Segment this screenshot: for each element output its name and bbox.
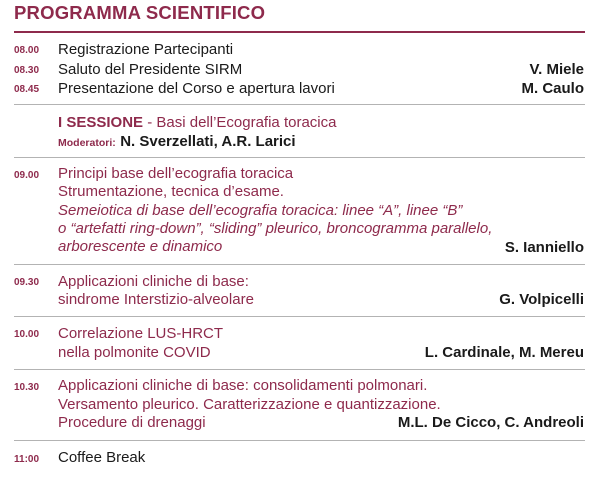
talk-line: Strumentazione, tecnica d’esame.: [58, 183, 284, 200]
talk-line: Procedure di drenaggi: [58, 414, 206, 431]
talk-line: Applicazioni cliniche di base: consolidamenti polmonari.: [58, 377, 428, 394]
speaker-name: L. Cardinale, M. Mereu: [424, 344, 584, 361]
talk-line: Correlazione LUS-HRCT: [58, 325, 224, 342]
agenda-item-text: Saluto del Presidente SIRM: [58, 61, 243, 78]
speaker-name: V. Miele: [529, 61, 584, 78]
session-label: I SESSIONE: [58, 114, 144, 131]
title-divider: [14, 31, 585, 33]
time-label: 09.30: [14, 277, 40, 288]
page-title: PROGRAMMA SCIENTIFICO: [14, 2, 266, 23]
time-label: 08.45: [14, 84, 40, 95]
talk-line: Principi base dell’ecografia toracica: [58, 165, 294, 182]
agenda-item-text: Presentazione del Corso e apertura lavori: [58, 80, 335, 97]
talk-line: nella polmonite COVID: [58, 344, 211, 361]
section-divider: [14, 316, 585, 317]
session-name: Basi dell’Ecografia toracica: [156, 114, 337, 131]
time-label: 09.00: [14, 170, 40, 181]
speaker-name: S. Ianniello: [504, 239, 584, 256]
agenda-item-text: Registrazione Partecipanti: [58, 41, 234, 58]
session-separator: -: [143, 114, 157, 131]
speaker-name: M. Caulo: [521, 80, 584, 97]
session-header: [58, 113, 336, 133]
section-divider: [14, 264, 585, 265]
speaker-name: G. Volpicelli: [499, 291, 584, 308]
time-label: 10.00: [14, 329, 40, 340]
section-divider: [14, 440, 585, 441]
section-divider: [14, 104, 585, 105]
time-label: 11:00: [14, 454, 40, 465]
talk-line-italic: Semeiotica di base dell’ecografia toracica: linee “A”, linee “B”: [58, 202, 463, 219]
section-divider: [14, 157, 585, 158]
talk-line: Applicazioni cliniche di base:: [58, 273, 249, 290]
time-label: 08.00: [14, 45, 40, 56]
moderators-line: [58, 132, 296, 153]
section-divider: [14, 369, 585, 370]
break-text: Coffee Break: [58, 449, 146, 466]
talk-line-italic: o “artefatti ring-down”, “sliding” pleurico, broncogramma parallelo,: [58, 220, 493, 237]
talk-line-italic: arborescente e dinamico: [58, 238, 223, 255]
moderators-label: Moderatori:: [58, 137, 116, 149]
talk-line: Versamento pleurico. Caratterizzazione e quantizzazione.: [58, 396, 441, 413]
time-label: 08.30: [14, 65, 40, 76]
time-label: 10.30: [14, 382, 40, 393]
moderators-names: N. Sverzellati, A.R. Larici: [120, 133, 296, 150]
talk-line: sindrome Interstizio-alveolare: [58, 291, 254, 308]
speaker-name: M.L. De Cicco, C. Andreoli: [397, 414, 584, 431]
